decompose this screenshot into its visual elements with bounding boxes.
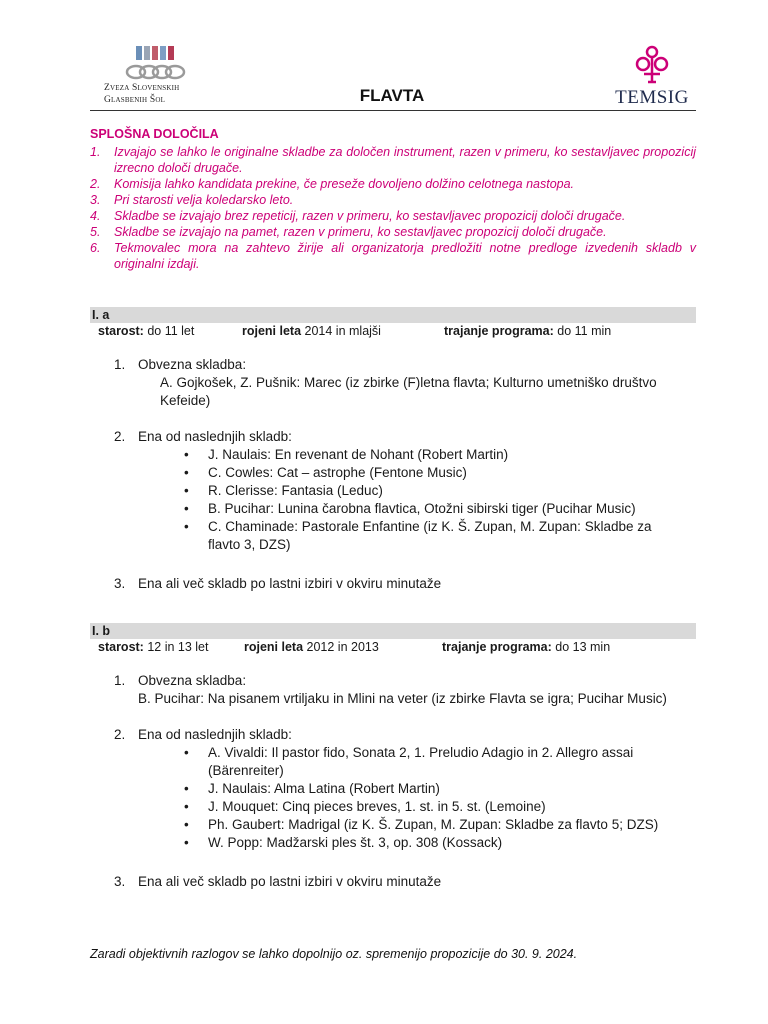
document-page: Zveza Slovenskih Glasbenih Šol FLAVTA TEMSIG SPLOŠNA DOLOČILA 1. Izvajajo se lahko le originalne skladbe za določen instrument, razen v primeru, ko sestavljavec propozicij izrecno določi drugače. 2. Komisija lahko kandidata prekine, če preseže dovoljeno dolžino celotnega nastopa. 3. Pri starosti velja koledarsko leto. 4. Skladbe se izvajajo brez repeticij, razen v primeru, ko sestavljavec propozicij določi drugače. 5. Skladbe se izvajajo na pamet, razen v primeru, ko sestavljavec propozicij določi drugače. 6. Tekmovalec mora na zahtevo žirije ali organizatorja predložiti notne predloge izvedenih skladb v originalni izdaji. I. a starost: do 11 let rojeni leta 2014 in mlajši trajanje programa: do 11 min 1. Obvezna skladba: A. Gojkošek, Z. Pušnik: Marec (iz zbirke (F)letna flavta; Kulturno umetniško društvo Kefeide) 2. Ena od naslednjih skladb: • J. Naulais: En revenant de Nohant (Robert Martin) • C. Cowles: Cat – astrophe (Fentone Music) • R. Clerisse: Fantasia (Leduc) • B. Pucihar: Lunina čarobna flavtica, Otožni sibirski tiger (Pucihar Music) • C. Chaminade: Pastorale Enfantine (iz K. Š. Zupan, M. Zupan: Skladbe za flavto 3, DZS) 3. Ena ali več skladb po lastni izbiri v okviru minutaže I. b starost: 12 in 13 let rojeni leta 2012 in 2013 trajanje programa: do 13 min 1. Obvezna skladba: B. Pucihar: Na pisanem vrtiljaku in Mlini na veter (iz zbirke Flavta se igra; Pucihar Music) 2. Ena od naslednjih skladb: • A. Vivaldi: Il pastor fido, Sonata 2, 1. Preludio Adagio in 2. Allegro assai (Bärenreiter) • J. Naulais: Alma Latina (Robert Martin) • J. Mouquet: Cinq pieces breves, 1. st. in 5. st. (Lemoine) • Ph. Gaubert: Madrigal (iz K. Š. Zupan, M. Zupan: Skladbe za flavto 5; DZS) • W. Popp: Madžarski ples št. 3, op. 308 (Kossack) 3. Ena ali več skladb po lastni izbiri v okviru minutaže Zaradi objektivnih razlogov se lahko dopolnijo oz. spremenijo propozicije do 30. 9. 2024. bbox=[0, 0, 768, 1024]
list-item: • Ph. Gaubert: Madrigal (iz K. Š. Zupan, M. Zupan: Skladbe za flavto 5; DZS) bbox=[184, 817, 659, 832]
list-item: • J. Naulais: En revenant de Nohant (Robert Martin) bbox=[184, 447, 509, 462]
rule-item: 6. Tekmovalec mora na zahtevo žirije ali organizatorja predložiti notne predloge izvedenih skladb v originalni izdaji. bbox=[90, 241, 696, 271]
section-b-heading: I. b bbox=[90, 623, 696, 639]
section-b-required-piece: B. Pucihar: Na pisanem vrtiljaku in Mlini na veter (iz zbirke Flavta se igra; Pucihar Music) bbox=[138, 691, 667, 706]
rule-item: 4. Skladbe se izvajajo brez repeticij, razen v primeru, ko sestavljavec propozicij določi drugače. bbox=[90, 209, 626, 223]
rule-item: 3. Pri starosti velja koledarsko leto. bbox=[90, 193, 294, 207]
section-a-required-piece: A. Gojkošek, Z. Pušnik: Marec (iz zbirke (F)letna flavta; Kulturno umetniško društvo Kefeide) bbox=[160, 375, 657, 408]
list-item: • A. Vivaldi: Il pastor fido, Sonata 2, 1. Preludio Adagio in 2. Allegro assai (Bärenreiter) bbox=[184, 745, 634, 778]
section-a-heading: I. a bbox=[90, 307, 696, 323]
footer-note: Zaradi objektivnih razlogov se lahko dopolnijo oz. spremenijo propozicije do 30. 9. 2024. bbox=[90, 947, 578, 961]
temsig-logo bbox=[612, 44, 692, 109]
rule-item: 2. Komisija lahko kandidata prekine, če preseže dovoljeno dolžino celotnega nastopa. bbox=[90, 177, 575, 191]
list-item: • J. Mouquet: Cinq pieces breves, 1. st. in 5. st. (Lemoine) bbox=[184, 799, 546, 814]
zveza-logo bbox=[104, 44, 204, 106]
zveza-emblem-icon bbox=[124, 44, 186, 82]
org-name-line1: Zveza Slovenskih bbox=[104, 83, 180, 93]
section-b-item-3: 3. Ena ali več skladb po lastni izbiri v okviru minutaže bbox=[114, 874, 442, 889]
rules-heading: SPLOŠNA DOLOČILA bbox=[90, 127, 219, 141]
section-b-item-1: 1. Obvezna skladba: bbox=[114, 673, 247, 688]
list-item: • B. Pucihar: Lunina čarobna flavtica, Otožni sibirski tiger (Pucihar Music) bbox=[184, 501, 636, 516]
temsig-emblem-icon bbox=[632, 44, 672, 84]
rule-item: 5. Skladbe se izvajajo na pamet, razen v primeru, ko sestavljavec propozicij določi drugače. bbox=[90, 225, 607, 239]
list-item: • W. Popp: Madžarski ples št. 3, op. 308 (Kossack) bbox=[184, 835, 503, 850]
section-b-item-2: 2. Ena od naslednjih skladb: bbox=[114, 727, 292, 742]
header-divider bbox=[90, 110, 696, 111]
section-a-item-3: 3. Ena ali več skladb po lastni izbiri v okviru minutaže bbox=[114, 576, 442, 591]
list-item: • C. Chaminade: Pastorale Enfantine (iz K. Š. Zupan, M. Zupan: Skladbe za flavto 3, DZS) bbox=[184, 519, 652, 552]
section-a-item-1: 1. Obvezna skladba: bbox=[114, 357, 247, 372]
rule-item: 1. Izvajajo se lahko le originalne skladbe za določen instrument, razen v primeru, ko sestavljavec propozicij izrecno določi drugače. bbox=[90, 145, 696, 175]
temsig-brand: TEMSIG bbox=[615, 87, 689, 108]
rules-list bbox=[90, 144, 696, 272]
org-name-line2: Glasbenih Šol bbox=[104, 95, 166, 105]
general-rules bbox=[90, 126, 696, 272]
list-item: • R. Clerisse: Fantasia (Leduc) bbox=[184, 483, 383, 498]
document-title: FLAVTA bbox=[359, 86, 425, 105]
list-item: • J. Naulais: Alma Latina (Robert Martin) bbox=[184, 781, 440, 796]
list-item: • C. Cowles: Cat – astrophe (Fentone Music) bbox=[184, 465, 467, 480]
section-a-item-2: 2. Ena od naslednjih skladb: bbox=[114, 429, 292, 444]
